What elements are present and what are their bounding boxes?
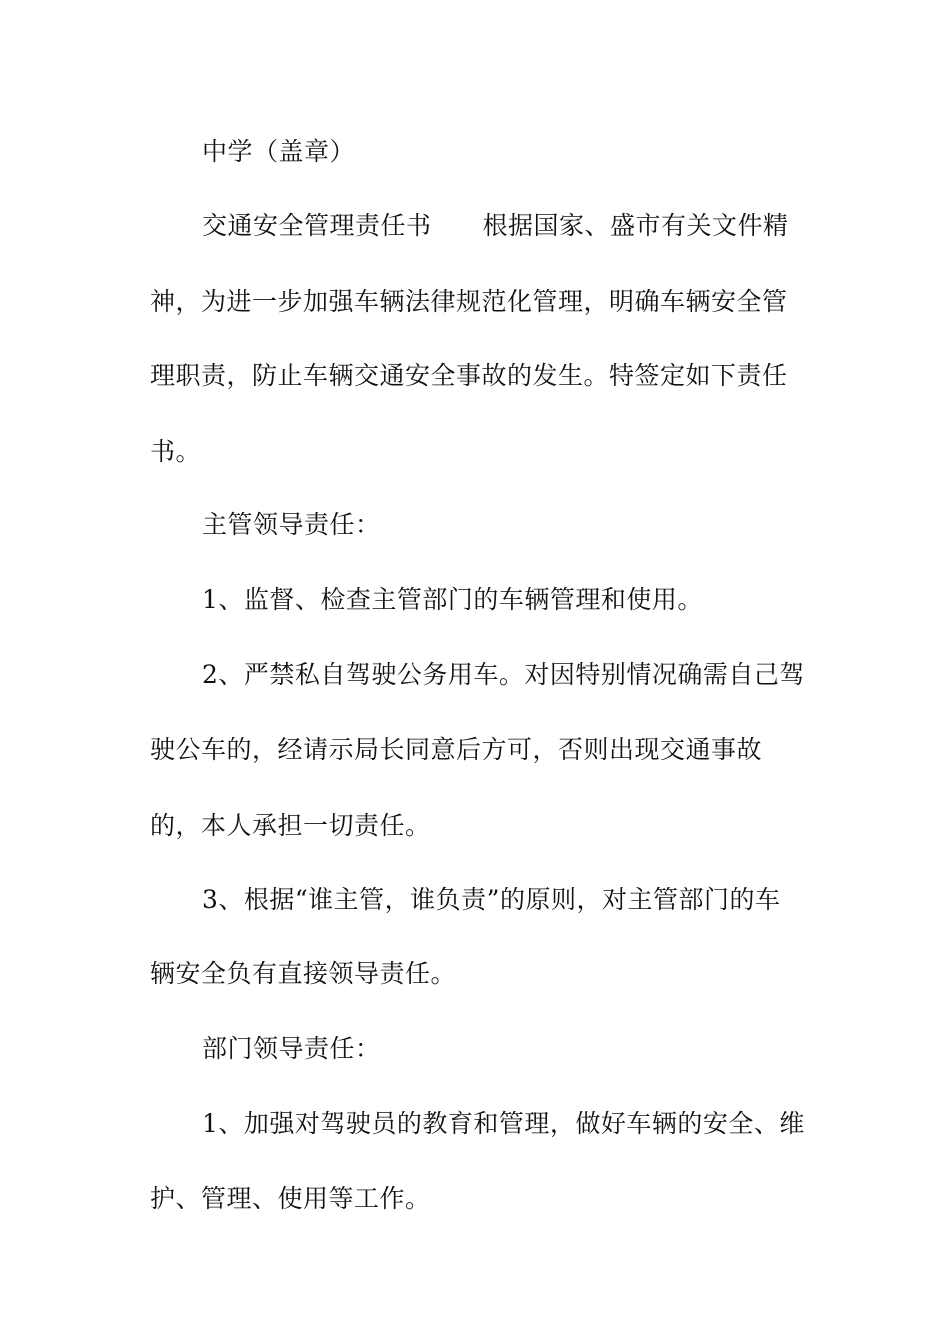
section-heading: 主管领导责任： [202,510,381,539]
paragraph-line: 理职责，防止车辆交通安全事故的发生。特签定如下责任 [150,361,788,390]
list-item: 3、根据“谁主管，谁负责”的原则，对主管部门的车 [202,885,781,914]
list-item-continuation: 辆安全负有直接领导责任。 [150,959,457,988]
list-item-continuation: 的，本人承担一切责任。 [150,811,431,840]
paragraph-line: 神，为进一步加强车辆法律规范化管理，明确车辆安全管 [150,287,788,316]
list-item: 2、严禁私自驾驶公务用车。对因特别情况确需自己驾 [202,660,805,689]
list-item-continuation: 护、管理、使用等工作。 [150,1184,431,1213]
list-item: 1、监督、检查主管部门的车辆管理和使用。 [202,585,703,614]
section-heading: 部门领导责任： [202,1034,381,1063]
seal-line: 中学（盖章） [202,137,356,166]
list-item-continuation: 驶公车的，经请示局长同意后方可，否则出现交通事故 [150,735,763,764]
paragraph-line: 书。 [150,437,202,466]
paragraph-title-line: 交通安全管理责任书 根据国家、盛市有关文件精 [202,211,789,240]
list-item: 1、加强对驾驶员的教育和管理，做好车辆的安全、维 [202,1109,805,1138]
